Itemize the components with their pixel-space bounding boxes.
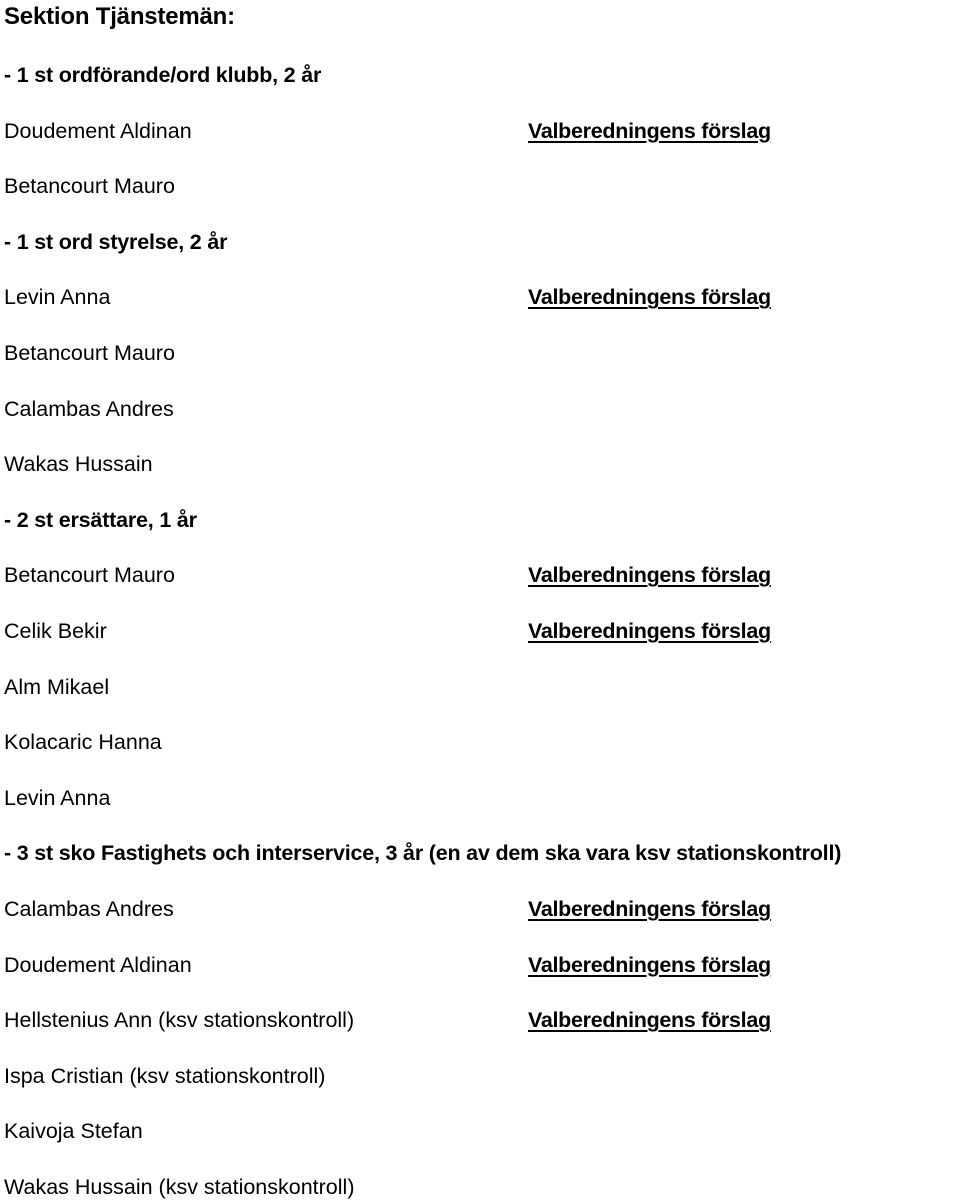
group-title: - 2 st ersättare, 1 år	[4, 507, 197, 532]
candidate-name: Kolacaric Hanna	[4, 730, 162, 755]
candidate-name: Levin Anna	[4, 785, 111, 810]
candidate-row	[4, 670, 954, 704]
candidate-name: Levin Anna	[4, 285, 111, 310]
candidate-name: Calambas Andres	[4, 396, 174, 421]
candidate-row	[4, 336, 954, 370]
candidate-name: Wakas Hussain	[4, 452, 153, 477]
candidate-name: Celik Bekir	[4, 619, 107, 643]
group-title: - 1 st ordförande/ord klubb, 2 år	[4, 63, 322, 87]
candidate-name: Wakas Hussain (ksv stationskontroll)	[4, 1175, 355, 1199]
candidate-name: Betancourt Mauro	[4, 563, 175, 588]
candidate-name: Betancourt Mauro	[4, 174, 175, 199]
candidate-row	[4, 725, 954, 759]
candidate-row	[4, 1059, 954, 1093]
candidate-name: Betancourt Mauro	[4, 341, 175, 365]
candidate-name: Hellstenius Ann (ksv stationskontroll)	[4, 1008, 355, 1033]
candidate-name: Doudement Aldinan	[4, 118, 192, 143]
candidate-name: Doudement Aldinan	[4, 952, 192, 977]
group-title: - 1 st ord styrelse, 2 år	[4, 229, 228, 254]
candidate-row	[4, 948, 954, 982]
candidate-row	[4, 447, 954, 481]
candidate-name: Ispa Cristian (ksv stationskontroll)	[4, 1063, 326, 1088]
candidate-name: Calambas Andres	[4, 897, 174, 921]
nomination-committee-proposal: Valberedningens förslag	[528, 563, 771, 588]
candidate-row	[4, 114, 954, 148]
nomination-committee-proposal: Valberedningens förslag	[528, 897, 771, 921]
candidate-row	[4, 392, 954, 426]
nomination-committee-proposal: Valberedningens förslag	[528, 952, 771, 977]
candidate-row	[4, 614, 954, 648]
nomination-committee-proposal: Valberedningens förslag	[528, 118, 771, 143]
candidate-row	[4, 1170, 954, 1204]
candidate-name: Kaivoja Stefan	[4, 1119, 143, 1144]
candidate-row	[4, 280, 954, 314]
nomination-committee-proposal: Valberedningens förslag	[528, 1008, 771, 1033]
candidate-row	[4, 1114, 954, 1148]
candidate-name: Alm Mikael	[4, 674, 110, 699]
nomination-committee-proposal: Valberedningens förslag	[528, 285, 771, 310]
candidate-row	[4, 781, 954, 815]
candidate-row	[4, 1003, 954, 1037]
candidate-row	[4, 169, 954, 203]
candidate-row	[4, 892, 954, 926]
nomination-committee-proposal: Valberedningens förslag	[528, 619, 771, 643]
section-heading: Sektion Tjänstemän:	[4, 3, 235, 30]
candidate-row	[4, 558, 954, 592]
group-title: - 3 st sko Fastighets och interservice, 3 år (en av dem ska vara ksv stationskontroll)	[4, 841, 842, 866]
